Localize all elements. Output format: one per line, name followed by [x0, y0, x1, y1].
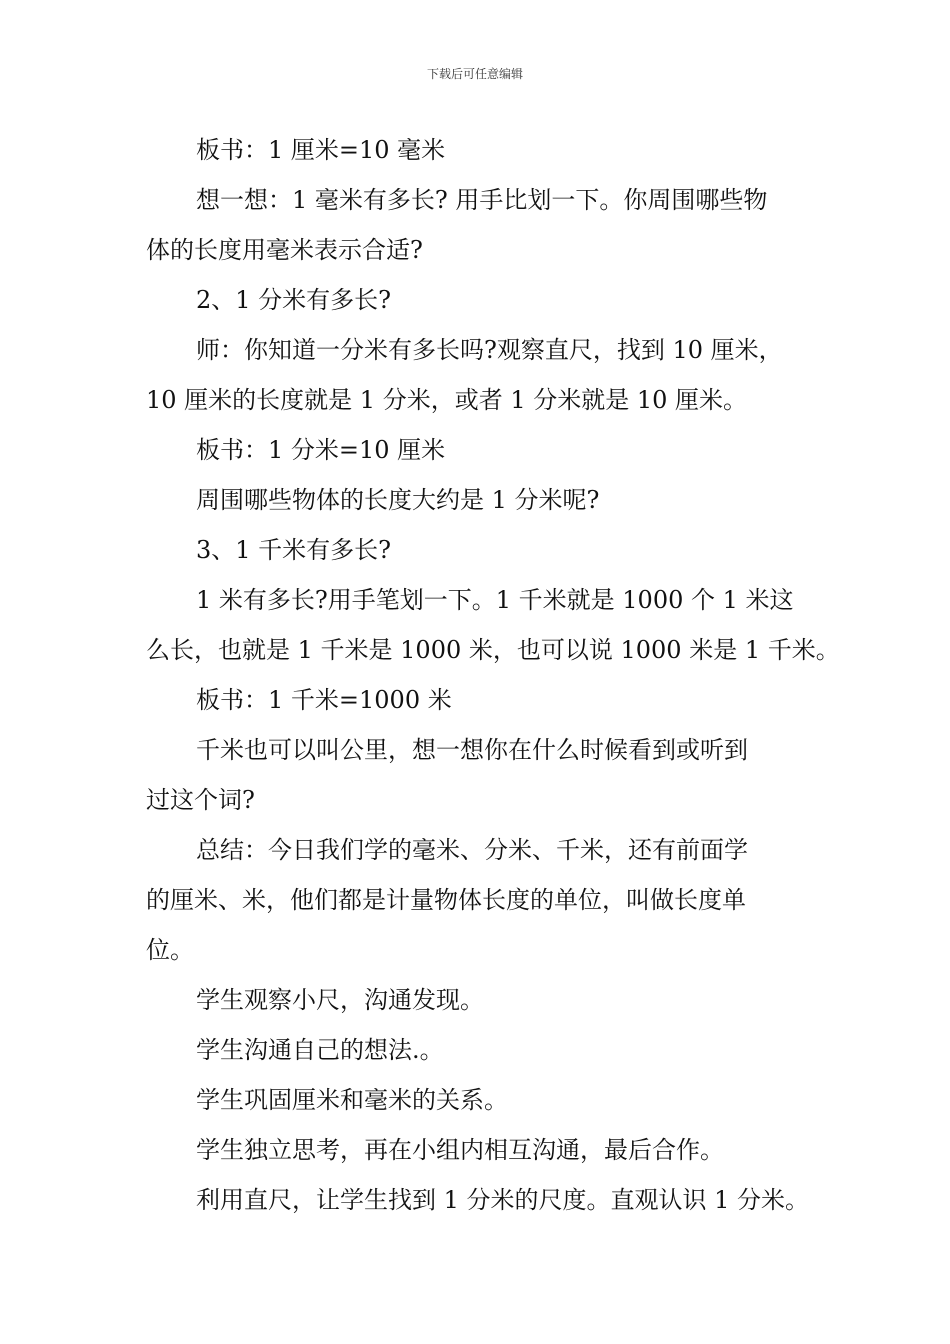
text-line: 么长，也就是 1 千米是 1000 米，也可以说 1000 米是 1 千米。: [146, 636, 840, 664]
paragraph-board-dm-cm: [146, 425, 818, 475]
text-line: 板书：1 厘米=10 毫米: [196, 136, 446, 164]
document-body: [146, 125, 840, 1225]
text-line: 千米也可以叫公里，想一想你在什么时候看到或听到: [196, 736, 748, 764]
text-line: 学生观察小尺，沟通发现。: [196, 986, 484, 1014]
paragraph-board-cm-mm: [146, 125, 818, 175]
text-line: 总结：今日我们学的毫米、分米、千米，还有前面学: [196, 836, 748, 864]
text-line: 2、1 分米有多长?: [196, 286, 392, 314]
paragraph-explain-km: [146, 575, 840, 675]
paragraph-heading-dm: [146, 275, 818, 325]
paragraph-heading-km: [146, 525, 818, 575]
paragraph-student-think: [146, 1125, 818, 1175]
paragraph-think-mm: [146, 175, 818, 275]
text-line: 师：你知道一分米有多长吗?观察直尺，找到 10 厘米，: [196, 336, 783, 364]
text-line: 学生巩固厘米和毫米的关系。: [196, 1086, 508, 1114]
text-line: 的厘米、米，他们都是计量物体长度的单位，叫做长度单: [146, 886, 746, 914]
paragraph-summary: [146, 825, 818, 975]
paragraph-student-consolidate: [146, 1075, 818, 1125]
paragraph-teacher-dm: [146, 325, 818, 425]
text-line: 板书：1 千米=1000 米: [196, 686, 452, 714]
text-line: 位。: [146, 936, 194, 964]
text-line: 学生独立思考，再在小组内相互沟通，最后合作。: [196, 1136, 724, 1164]
page-header-note: 下载后可任意编辑: [426, 67, 523, 81]
text-line: 1 米有多长?用手笔划一下。1 千米就是 1000 个 1 米这: [196, 586, 794, 614]
text-line: 周围哪些物体的长度大约是 1 分米呢?: [196, 486, 600, 514]
paragraph-question-dm: [146, 475, 818, 525]
paragraph-ruler-dm: [146, 1175, 818, 1225]
paragraph-student-observe: [146, 975, 818, 1025]
text-line: 学生沟通自己的想法.。: [196, 1036, 444, 1064]
text-line: 利用直尺，让学生找到 1 分米的尺度。直观认识 1 分米。: [196, 1186, 810, 1214]
text-line: 板书：1 分米=10 厘米: [196, 436, 446, 464]
text-line: 过这个词?: [146, 786, 255, 814]
paragraph-board-km-m: [146, 675, 818, 725]
text-line: 体的长度用毫米表示合适?: [146, 236, 423, 264]
text-line: 3、1 千米有多长?: [196, 536, 392, 564]
paragraph-km-gongli: [146, 725, 818, 825]
paragraph-student-communicate: [146, 1025, 818, 1075]
text-line: 想一想：1 毫米有多长? 用手比划一下。你周围哪些物: [196, 186, 768, 214]
text-line: 10 厘米的长度就是 1 分米，或者 1 分米就是 10 厘米。: [146, 386, 748, 414]
